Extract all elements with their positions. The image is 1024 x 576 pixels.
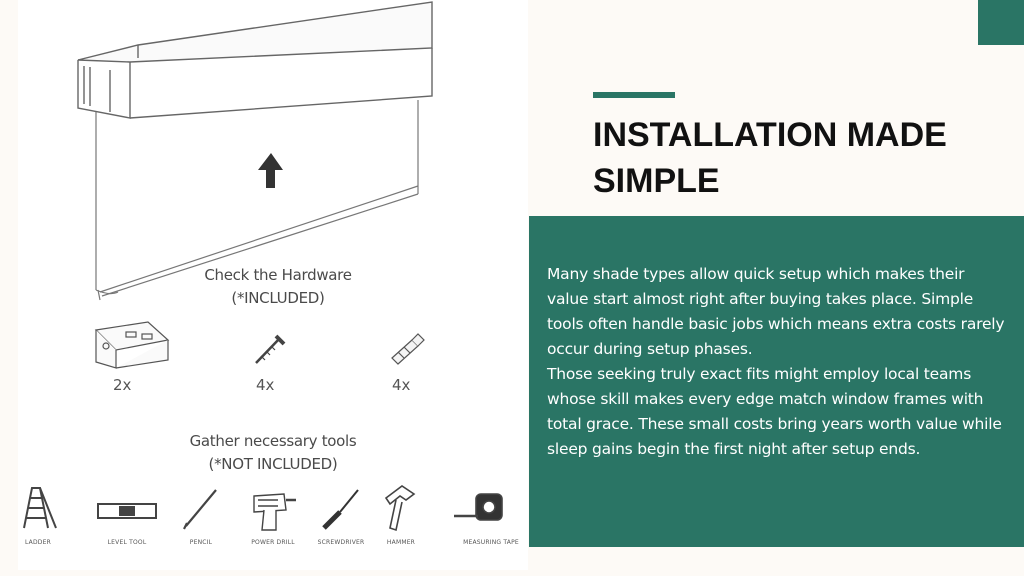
power-drill-icon: [254, 494, 296, 530]
hardware-caption: [178, 264, 378, 310]
tool-label-power-drill: POWER DRILL: [251, 539, 295, 546]
page-title: [593, 112, 993, 204]
screw-icon: [256, 336, 284, 363]
title-accent-line: [593, 92, 675, 98]
tool-label-pencil: PENCIL: [189, 539, 213, 546]
bracket-quantity: 2x: [113, 376, 132, 394]
corner-accent-block: [978, 0, 1024, 45]
body-paragraph-2: Those seeking truly exact fits might employ local teams whose skill makes every edge match window frames with total grace. These small costs bring years worth value while sleep gains begin the first night after setup ends.: [547, 365, 1002, 458]
page-title-line2: SIMPLE: [593, 162, 720, 200]
tools-caption: [158, 430, 388, 476]
body-paragraph-1: Many shade types allow quick setup which makes their value start almost right after buying takes place. Simple tools often handle basic jobs which means extra costs rarely occur during setup phases.: [547, 265, 1005, 358]
screwdriver-icon: [324, 490, 358, 528]
headrail-icon: [78, 2, 432, 118]
tool-label-level-tool: LEVEL TOOL: [107, 539, 147, 546]
anchor-quantity: 4x: [392, 376, 411, 394]
tools-caption-title: Gather necessary tools: [189, 432, 357, 450]
arrow-up-icon: [258, 153, 283, 188]
tools-caption-note: (*NOT INCLUDED): [208, 455, 338, 473]
tool-label-measuring-tape: MEASURING TAPE: [463, 539, 519, 546]
screw-quantity: 4x: [256, 376, 275, 394]
pencil-icon: [184, 490, 216, 529]
hammer-icon: [386, 486, 414, 530]
installation-illustration: [18, 0, 528, 570]
measuring-tape-icon: [454, 494, 502, 520]
level-tool-icon: [98, 504, 156, 518]
tool-label-screwdriver: SCREWDRIVER: [317, 539, 365, 546]
page-title-line1: INSTALLATION MADE: [593, 116, 947, 154]
body-text: [547, 262, 1007, 462]
anchor-icon: [392, 334, 424, 364]
tool-label-ladder: LADDER: [25, 539, 51, 546]
hardware-caption-title: Check the Hardware: [204, 266, 352, 284]
text-panel: [529, 216, 1024, 547]
bracket-icon: [96, 322, 168, 368]
tool-label-hammer: HAMMER: [386, 539, 416, 546]
ladder-icon: [24, 488, 56, 528]
hardware-caption-note: (*INCLUDED): [231, 289, 325, 307]
